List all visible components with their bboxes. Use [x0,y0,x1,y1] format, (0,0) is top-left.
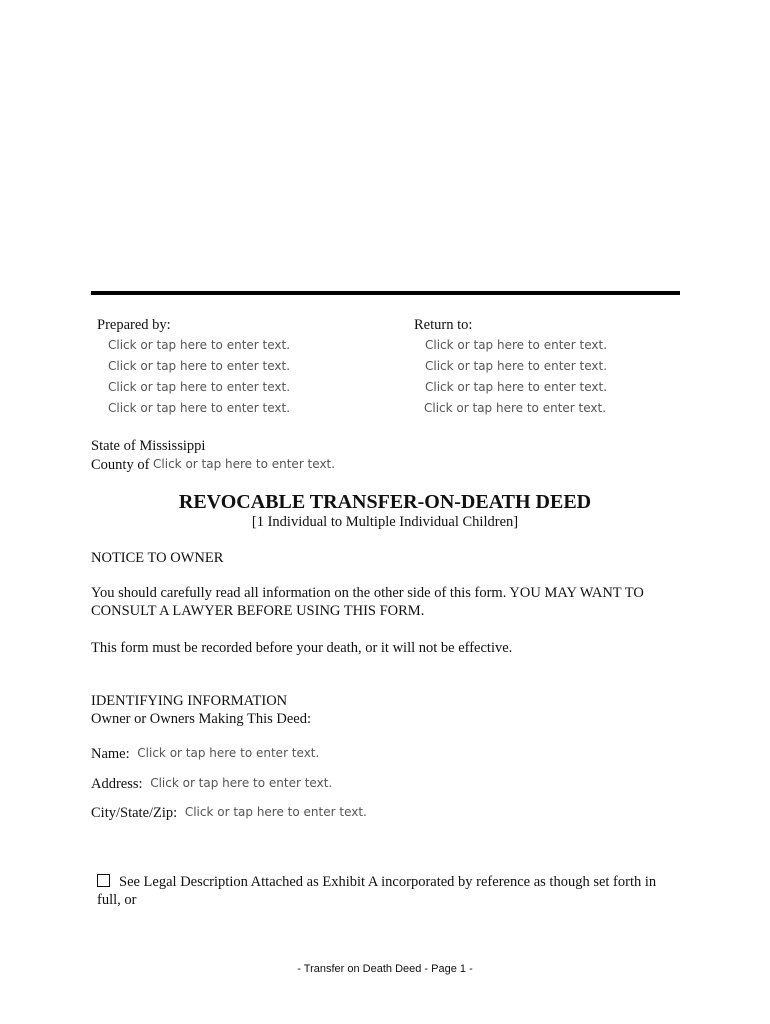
city-label: City/State/Zip: [91,805,178,821]
notice-text: You should carefully read all information on the other side of this form. YOU MAY WANT TO CONSULT A LAWYER BEFORE USING THIS FORM. [91,585,644,619]
state-text: State of Mississippi [91,438,206,454]
header-divider [91,291,680,295]
owners-label: Owner or Owners Making This Deed: [91,711,312,727]
city-row [91,804,367,822]
address-label: Address: [91,776,143,792]
notice-heading: NOTICE TO OWNER [91,550,224,566]
document-title: REVOCABLE TRANSFER-ON-DEATH DEED [178,491,592,513]
prepared-by-line-4[interactable]: Click or tap here to enter text. [108,401,291,415]
page-footer: - Transfer on Death Deed - Page 1 - [297,963,473,975]
county-line [91,456,335,474]
county-label: County of [91,457,150,473]
address-row [91,775,332,793]
return-to-line-2[interactable]: Click or tap here to enter text. [425,359,608,373]
prepared-by-line-2[interactable]: Click or tap here to enter text. [108,359,291,373]
name-row [91,745,319,763]
legal-description-checkbox[interactable] [97,874,110,887]
prepared-by-line-1[interactable]: Click or tap here to enter text. [108,338,291,352]
name-label: Name: [91,746,130,762]
city-field[interactable]: Click or tap here to enter text. [184,805,367,819]
return-to-line-4[interactable]: Click or tap here to enter text. [424,401,607,415]
name-field[interactable]: Click or tap here to enter text. [137,746,320,760]
identifying-heading: IDENTIFYING INFORMATION [91,693,288,709]
legal-description-option [97,873,677,909]
prepared-by-line-3[interactable]: Click or tap here to enter text. [108,380,291,394]
recorded-text: This form must be recorded before your death, or it will not be effective. [91,640,513,656]
document-subtitle: [1 Individual to Multiple Individual Children] [251,514,519,530]
county-field[interactable]: Click or tap here to enter text. [153,457,336,471]
return-to-label: Return to: [414,317,473,333]
address-field[interactable]: Click or tap here to enter text. [150,776,333,790]
return-to-line-3[interactable]: Click or tap here to enter text. [425,380,608,394]
legal-description-text: See Legal Description Attached as Exhibit A incorporated by reference as though set forth in full, or [97,874,657,908]
return-to-line-1[interactable]: Click or tap here to enter text. [425,338,608,352]
prepared-by-label: Prepared by: [97,317,171,333]
